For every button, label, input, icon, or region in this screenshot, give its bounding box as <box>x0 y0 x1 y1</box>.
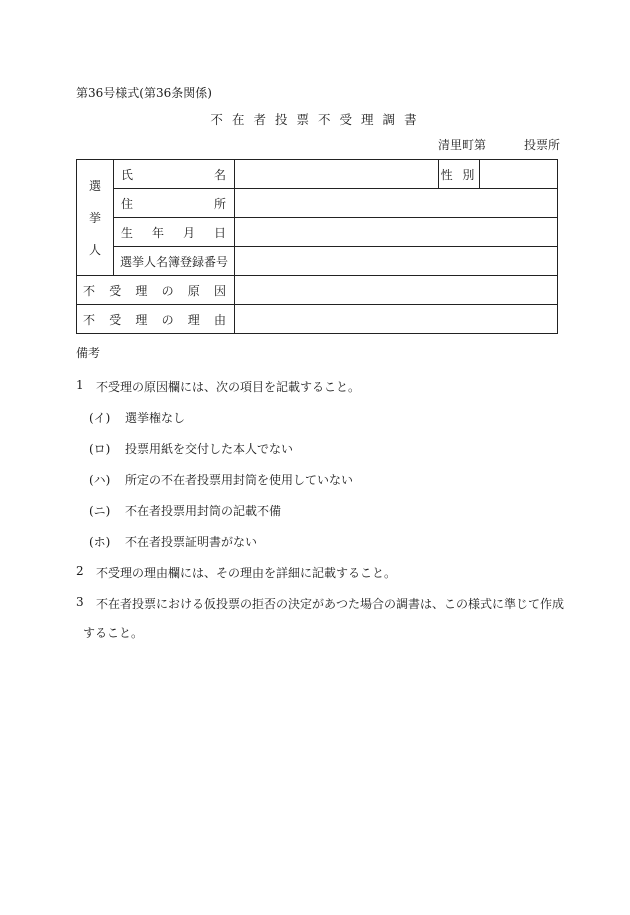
cause-label-cell <box>77 276 235 305</box>
note-text: 不受理の原因欄には、次の項目を記載すること。 <box>96 380 361 394</box>
gender-value-cell[interactable] <box>480 160 558 189</box>
cause-row <box>77 276 558 305</box>
non-acceptance-table <box>76 159 558 334</box>
note-subitem <box>89 440 566 457</box>
reason-label-char: 受 <box>109 312 122 327</box>
voter-header-cell <box>77 160 114 276</box>
birthdate-label-char: 生 <box>121 225 134 240</box>
subitem-mark: (ホ) <box>89 535 111 549</box>
cause-value-cell[interactable] <box>235 276 558 305</box>
subitem-text: 不在者投票証明書がない <box>125 535 258 549</box>
note-subitem <box>89 533 566 550</box>
note-subitem <box>89 409 566 426</box>
subitem-text: 選挙権なし <box>125 411 186 425</box>
subitem-mark: (イ) <box>89 411 111 425</box>
title-char: 不 <box>210 112 232 127</box>
reason-label-char: 由 <box>213 312 226 327</box>
title-char: 票 <box>296 112 318 127</box>
note-number: 3 <box>76 595 84 609</box>
document-title <box>0 110 630 128</box>
cause-label-char: の <box>161 283 174 298</box>
address-label-char: 所 <box>213 196 226 211</box>
reason-label-char: 理 <box>187 312 200 327</box>
cause-label-char: 原 <box>187 283 200 298</box>
subitem-text: 投票用紙を交付した本人でない <box>125 442 294 456</box>
voter-char: 選 <box>88 179 101 193</box>
reason-label-char: 不 <box>83 312 96 327</box>
note-text: 不受理の理由欄には、その理由を詳細に記載すること。 <box>96 566 397 580</box>
reason-label-char: の <box>161 312 174 327</box>
subitem-mark: (ロ) <box>89 442 111 456</box>
cause-label-char: 不 <box>83 283 96 298</box>
address-row <box>77 189 558 218</box>
birthdate-label-char: 月 <box>182 225 195 240</box>
reason-label-char: 理 <box>135 312 148 327</box>
birthdate-label-char: 日 <box>213 225 226 240</box>
title-char: 理 <box>361 112 383 127</box>
title-char: 在 <box>231 112 254 127</box>
note-subitem <box>89 471 566 488</box>
reason-value-cell[interactable] <box>235 305 558 334</box>
form-number: 第36号様式(第36条関係) <box>76 86 212 100</box>
register-number-row <box>77 247 558 276</box>
polling-place-suffix: 投票所 <box>524 138 561 152</box>
reason-label-cell <box>77 305 235 334</box>
title-char: 調 <box>382 112 405 127</box>
address-value-cell[interactable] <box>235 189 558 218</box>
note-subitem <box>89 502 566 519</box>
name-row <box>77 160 558 189</box>
cause-label-char: 受 <box>109 283 122 298</box>
subitem-mark: (ハ) <box>89 473 111 487</box>
address-label-char: 住 <box>121 196 134 211</box>
address-label-cell <box>114 189 235 218</box>
name-label-char: 名 <box>213 167 226 182</box>
cause-label-char: 理 <box>135 283 148 298</box>
title-char: 投 <box>274 112 297 127</box>
birthdate-value-cell[interactable] <box>235 218 558 247</box>
notes-heading: 備考 <box>76 346 101 360</box>
note-number: 1 <box>76 378 84 392</box>
notes-section <box>76 344 566 641</box>
birthdate-row <box>77 218 558 247</box>
register-number-value-cell[interactable] <box>235 247 558 276</box>
note-item-2 <box>76 564 566 581</box>
title-char: 者 <box>253 112 275 127</box>
polling-place <box>438 136 560 153</box>
subitem-mark: (ニ) <box>89 504 111 518</box>
birthdate-label-char: 年 <box>151 225 164 240</box>
title-char: 受 <box>339 112 362 127</box>
note-item-1 <box>76 378 566 395</box>
note-text: 不在者投票における仮投票の拒否の決定があつた場合の調書は、この様式に準じて作成 <box>96 597 565 611</box>
voter-char: 人 <box>88 243 101 257</box>
title-char: 書 <box>404 112 426 127</box>
note-number: 2 <box>76 564 84 578</box>
reason-row <box>77 305 558 334</box>
gender-label-cell: 性 別 <box>439 160 480 189</box>
birthdate-label-cell <box>114 218 235 247</box>
polling-place-prefix: 清里町第 <box>438 138 487 152</box>
title-char: 不 <box>318 112 340 127</box>
subitem-text: 所定の不在者投票用封筒を使用していない <box>125 473 354 487</box>
cause-label-char: 因 <box>213 283 226 298</box>
name-label-cell <box>114 160 235 189</box>
subitem-text: 不在者投票用封筒の記載不備 <box>125 504 282 518</box>
name-value-cell[interactable] <box>235 160 439 189</box>
register-number-label-cell: 選挙人名簿登録番号 <box>114 247 235 276</box>
name-label-char: 氏 <box>121 167 134 182</box>
note-item-3 <box>76 595 566 612</box>
voter-char: 挙 <box>88 211 101 225</box>
note-item-3-continuation: すること。 <box>83 626 144 640</box>
